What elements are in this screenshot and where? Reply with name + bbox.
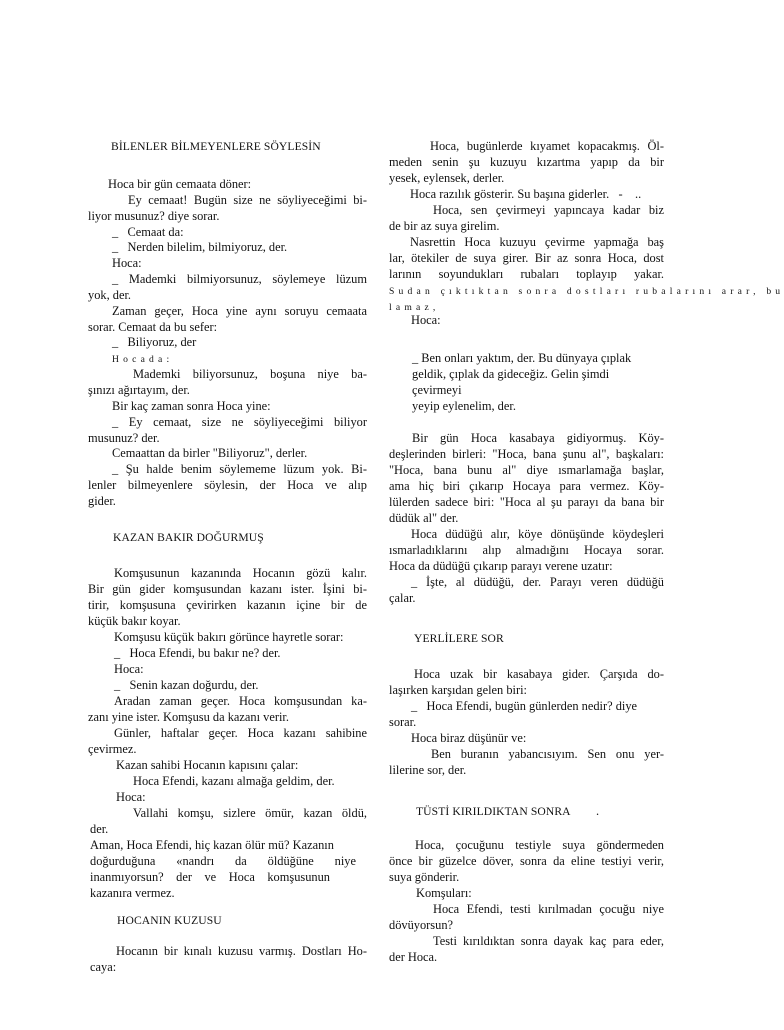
text-line: Hoca biraz düşünür ve: [411, 731, 527, 745]
text-line: _ Ben onları yaktım, der. Bu dünyaya çıplak [412, 351, 632, 365]
text-line: liyor musunuz? diye sorar. [88, 209, 220, 223]
text-line: Bir kaç zaman sonra Hoca yine: [112, 399, 271, 413]
text-line: Testi kırıldıktan sonra dayak kaç para eder, [433, 934, 664, 948]
text-line: yok, der. [88, 288, 132, 302]
text-line: gider. [88, 494, 116, 508]
text-line: doğurduğuna «nandrı da öldüğüne niye [90, 854, 356, 868]
text-line: _ Nerden bilelim, bilmiyoruz, der. [112, 240, 288, 254]
text-line: Aman, Hoca Efendi, hiç kazan ölür mü? Kazanın [90, 838, 334, 852]
text-line: Mademki biliyorsunuz, boşuna niye ba- [133, 367, 367, 381]
text-line: Hoca uzak bir kasabaya gider. Çarşıda do- [414, 667, 664, 681]
text-line: önce bir güzelce döver, sonra da eline testiyi verir, [389, 854, 664, 868]
text-line: ama hiç biri çıkarıp Hocaya para vermez. Köy- [389, 479, 664, 493]
text-line: der Hoca. [389, 950, 438, 964]
text-line: Komşuları: [416, 886, 472, 900]
text-line: yeyip eylenelim, der. [412, 399, 516, 413]
text-line: der. [90, 822, 109, 836]
text-line: Hoca razılık gösterir. Su başına giderler. - .. [410, 187, 642, 201]
text-line: _ Ey cemaat, size ne söyliyeceğimi biliyor [112, 415, 367, 429]
section-heading: YERLİLERE SOR [414, 632, 504, 645]
text-line: "Hoca, bana bunu al" diye ısmarlamağa başlar, [389, 463, 664, 477]
text-line: Hoca: [114, 662, 144, 676]
text-line: Cemaattan da birler "Biliyoruz", derler. [112, 446, 308, 460]
text-line: ısmarladıklarını alıp almadığını Hocaya sorar. [389, 543, 664, 557]
text-line: suya gönderir. [389, 870, 460, 884]
text-line: lilerine sor, der. [389, 763, 467, 777]
text-line: inanmıyorsun? der ve Hoca komşusunun [90, 870, 330, 884]
text-line: Hoca, çocuğunu testiyle suya göndermeden [415, 838, 664, 852]
text-line: düdük al" der. [389, 511, 459, 525]
text-line: laşırken karşıdan gelen biri: [389, 683, 527, 697]
text-line: Hoca: [116, 790, 146, 804]
text-line: larının soyundukları rubaları toplayıp yakar. [389, 267, 664, 281]
text-line: çevirmez. [88, 742, 137, 756]
text-line: Nasrettin Hoca kuzuyu çevirme yapmağa baş [410, 235, 664, 249]
text-line: Günler, haftalar geçer. Hoca kazanı sahibine [114, 726, 367, 740]
text-line: Komşusu küçük bakırı görünce hayretle sorar: [114, 630, 344, 644]
text-line: Hoca: [112, 256, 142, 270]
text-line: geldik, çıplak da gideceğiz. Gelin şimdi [412, 367, 610, 381]
text-line: caya: [90, 960, 117, 974]
text-line: Hoca: [411, 313, 441, 327]
text-line: _ Mademki bilmiyorsunuz, söylemeye lüzum [112, 272, 367, 286]
text-line: Komşusunun kazanında Hocanın gözü kalır. [114, 566, 367, 580]
text-line: Bir gün gider komşusundan kazanı ister. İşini bi- [88, 582, 367, 596]
text-line: Ben buranın yabancısıyım. Sen onu yer- [431, 747, 664, 761]
text-line: sorar. [389, 715, 417, 729]
text-line: de bir az suya girelim. [389, 219, 500, 233]
text-line: lamaz, [389, 302, 440, 313]
text-line: çalar. [389, 591, 416, 605]
text-line: _ Cemaat da: [112, 225, 184, 239]
text-line: _ Biliyoruz, der [112, 335, 197, 349]
text-line: Hoca, sen çevirmeyi yapıncaya kadar biz [433, 203, 664, 217]
text-line: Ey cemaat! Bugün size ne söyliyeceğimi bi- [128, 193, 367, 207]
text-line: _ Şu halde benim söylememe lüzum yok. Bi- [112, 462, 367, 476]
text-line: . [596, 804, 600, 818]
text-line: tirir, komşusuna çevirirken kazanın içine bir de [88, 598, 367, 612]
text-line: sorar. Cemaat da bu sefer: [88, 320, 218, 334]
text-line: Hoca düdüğü alır, köye dönüşünde köydeşleri [411, 527, 664, 541]
text-line: Bir gün Hoca kasabaya gidiyormuş. Köy- [412, 431, 664, 445]
text-line: musunuz? der. [88, 431, 160, 445]
text-line: Hoca, bugünlerde kıyamet kopacakmış. Öl- [430, 139, 664, 153]
text-line: Hoca da düdüğü çıkarıp parayı verene uzatır: [389, 559, 613, 573]
text-line: Zaman geçer, Hoca yine aynı soruyu cemaata [112, 304, 367, 318]
text-line: dövüyorsun? [389, 918, 454, 932]
section-heading: HOCANIN KUZUSU [117, 914, 222, 927]
text-line: yesek, eylensek, derler. [389, 171, 505, 185]
text-line: Hoca Efendi, testi kırılmadan çocuğu niye [433, 902, 664, 916]
text-line: Aradan zaman geçer. Hoca komşusundan ka- [114, 694, 367, 708]
section-heading: BİLENLER BİLMEYENLERE SÖYLESİN [111, 140, 321, 153]
text-line: _ İşte, al düdüğü, der. Parayı veren düdüğü [411, 575, 664, 589]
text-line: Hoca Efendi, kazanı almağa geldim, der. [133, 774, 335, 788]
text-line: çevirmeyi [412, 383, 462, 397]
text-line: meden senin şu kuzuyu kızartma yapıp da bir [389, 155, 664, 169]
text-line: _ Hoca Efendi, bu bakır ne? der. [114, 646, 281, 660]
section-heading: KAZAN BAKIR DOĞURMUŞ [113, 531, 264, 544]
text-line: _ Hoca Efendi, bugün günlerden nedir? diye [411, 699, 638, 713]
section-heading: TÜSTİ KIRILDIKTAN SONRA [416, 805, 571, 818]
text-line: Sudan çıktıktan sonra dostları rubalarını arar, bu [389, 286, 784, 297]
text-line: şınızı ağırtayım, der. [88, 383, 190, 397]
text-line: lülerden sadece biri: "Hoca al şu parayı da bana bir [389, 495, 664, 509]
text-line: Hocada: [112, 354, 174, 365]
text-line: lenler bilmeyenlere söylesin, der Hoca ve alıp [88, 478, 367, 492]
text-line: Hoca bir gün cemaata döner: [108, 177, 252, 191]
text-line: _ Senin kazan doğurdu, der. [114, 678, 259, 692]
text-line: Hocanın bir kınalı kuzusu varmış. Dostları Ho- [116, 944, 367, 958]
text-line: küçük bakır koyar. [88, 614, 181, 628]
text-line: Kazan sahibi Hocanın kapısını çalar: [116, 758, 299, 772]
text-line: zanı yine ister. Komşusu da kazanı verir. [88, 710, 289, 724]
text-line: Vallahi komşu, sizlere ömür, kazan öldü, [133, 806, 367, 820]
text-line: kazanıra vermez. [90, 886, 175, 900]
text-line: deşlerinden birleri: "Hoca, bana şunu al", başkaları: [389, 447, 664, 461]
text-line: lar, ötekiler de suya girer. Bir az sonra Hoca, dost [389, 251, 664, 265]
